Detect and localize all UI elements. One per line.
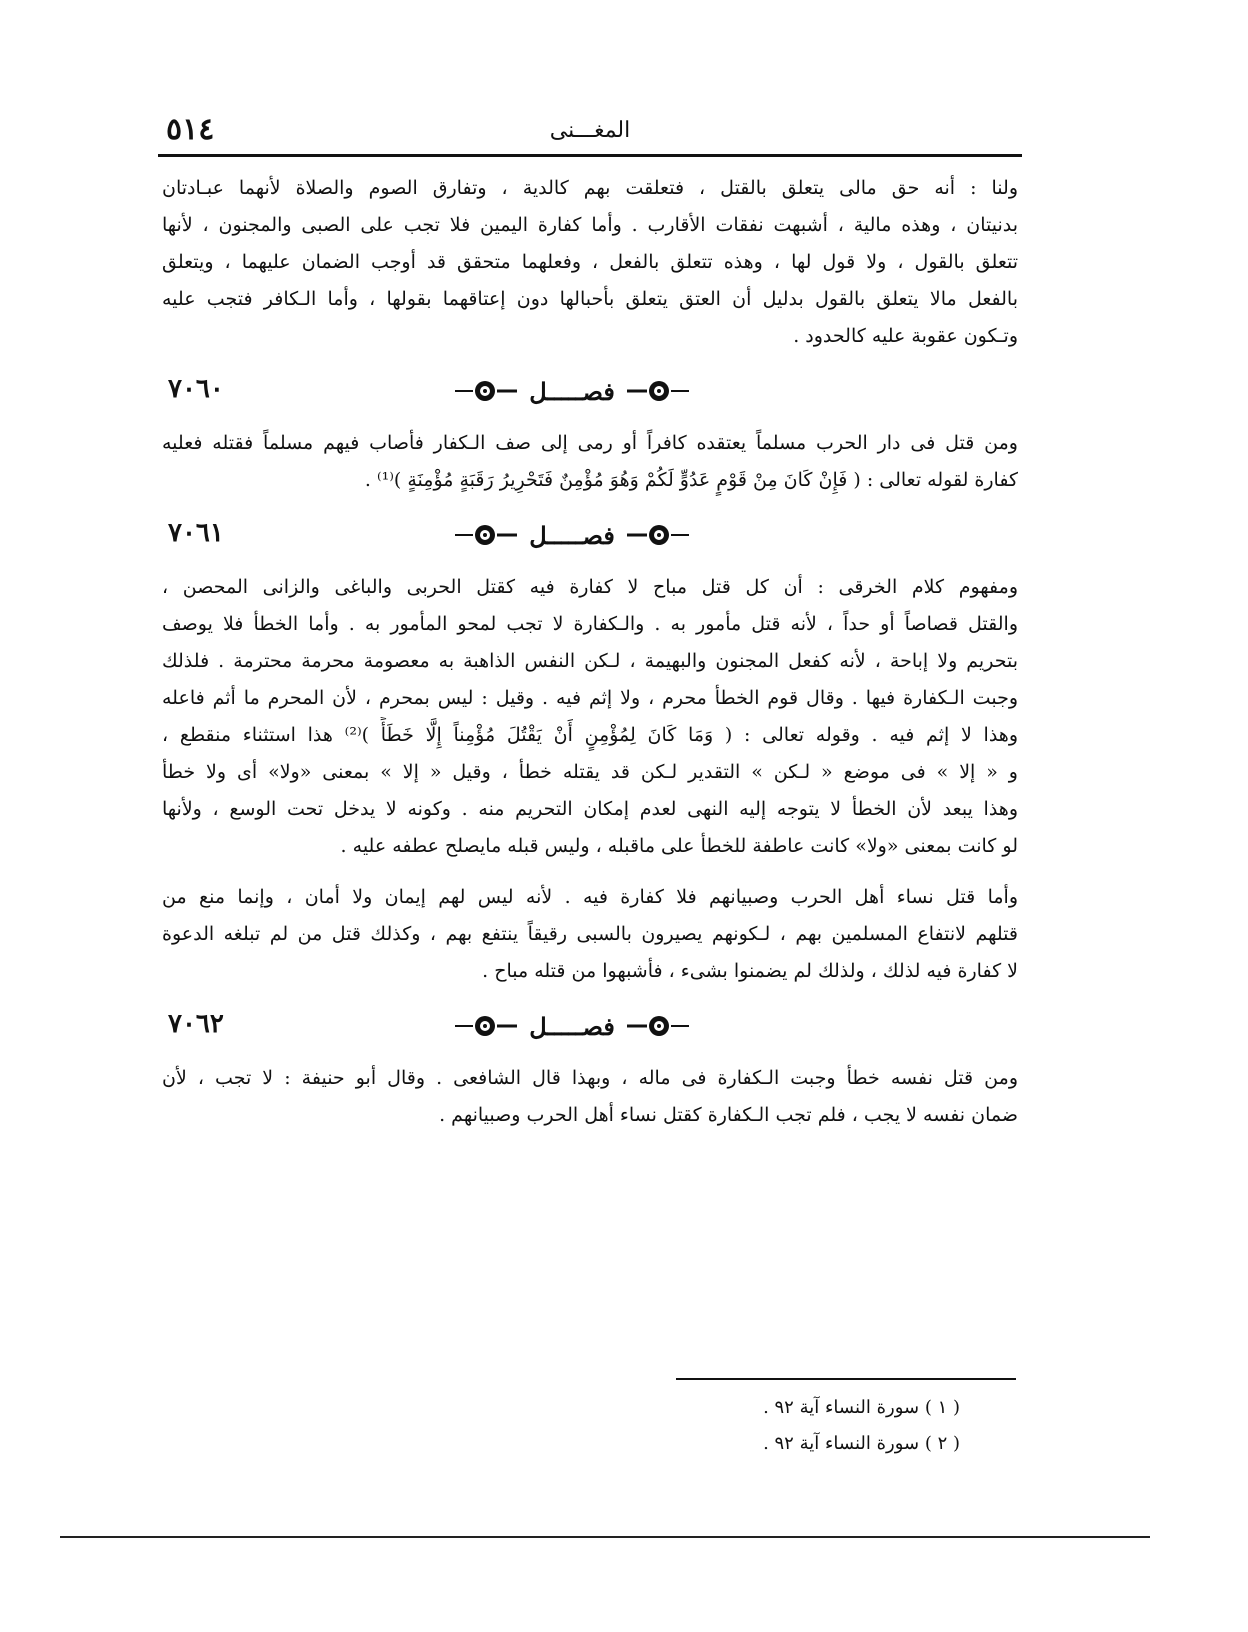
text-line: وهذا يبعد لأن الخطأ لا يتوجه إليه النهى لعدم إمكان التحريم منه . وكونه لا يدخل تحت الوسع ، ولأنها — [162, 798, 1018, 820]
text-line: تتعلق بالقول ، ولا قول لها ، وهذه تتعلق بالفعل ، وفعلهما متحقق قد أوجب الضمان عليهما ، ويتعلق — [162, 251, 1018, 273]
text-line: وتـكون عقوبة عليه كالحدود . — [793, 325, 1018, 347]
section-number: ٧٠٦١ — [168, 518, 224, 548]
section-number: ٧٠٦٠ — [168, 374, 224, 404]
footnotes — [640, 1390, 960, 1462]
text-line: و « إلا » فى موضع « لـكن » التقدير لـكن قد يقتله خطأ ، وقيل « إلا » بمعنى «ولا» أى ولا خطأ — [162, 761, 1018, 783]
page-title: المغـــنى — [549, 118, 631, 143]
ornament-icon — [625, 521, 691, 549]
page-number: ٥١٤ — [166, 112, 215, 147]
ornament-icon — [625, 377, 691, 405]
page-header — [160, 112, 1020, 154]
section-title: فصـــــل — [529, 520, 615, 550]
paragraph — [162, 569, 1018, 865]
paragraph — [162, 170, 1018, 355]
ornament-icon — [453, 1012, 519, 1040]
text-line: ولنا : أنه حق مالى يتعلق بالقتل ، فتعلقت بهم كالدية ، وتفارق الصوم والصلاة لأنهما عبـادتان — [162, 177, 1018, 199]
section-heading — [162, 1004, 1018, 1050]
text-line: وأما قتل نساء أهل الحرب وصبيانهم فلا كفارة فيه . لأنه ليس لهم إيمان ولا أمان ، وإنما منع من — [162, 886, 1018, 908]
text-line: كفارة لقوله تعالى : ( فَإِنْ كَانَ مِنْ قَوْمٍ عَدُوٍّ لَكُمْ وَهُوَ مُؤْمِنٌ فَتَحْرِيرُ رَقَبَةٍ مُؤْمِنَةٍ )⁽¹⁾ . — [364, 469, 1018, 491]
bottom-rule — [60, 1536, 1150, 1538]
text-line: وجبت الـكفارة فيها . وقال قوم الخطأ محرم ، ولا إثم فيه . وقيل : ليس بمحرم ، لأن المحرم ما أثم فاعله — [162, 687, 1018, 709]
footnote: ( ٢ ) سورة النساء آية ٩٢ . — [763, 1433, 960, 1454]
section-number: ٧٠٦٢ — [168, 1009, 224, 1039]
paragraph — [162, 425, 1018, 499]
text-line: لا كفارة فيه لذلك ، ولذلك لم يضمنوا بشىء ، فأشبهوا من قتله مباح . — [482, 960, 1018, 982]
section-heading — [162, 513, 1018, 559]
ornament-icon — [453, 521, 519, 549]
footnote-rule — [676, 1378, 1016, 1380]
page-body — [162, 170, 1018, 1148]
section-title: فصـــــل — [529, 1011, 615, 1041]
paragraph — [162, 879, 1018, 990]
text-line: قتلهم لانتفاع المسلمين بهم ، لـكونهم يصيرون بالسبى رقيقاً ينتفع بهم ، وكذلك قتل من لم تبلغه الدعوة — [162, 923, 1018, 945]
footnote: ( ١ ) سورة النساء آية ٩٢ . — [763, 1397, 960, 1418]
ornament-icon — [625, 1012, 691, 1040]
text-line: بدنيتان ، وهذه مالية ، أشبهت نفقات الأقارب . وأما كفارة اليمين فلا تجب على الصبى والمجنون ، لأنها — [162, 214, 1018, 236]
text-line: والقتل قصاصاً أو حداً ، لأنه قتل مأمور به . والـكفارة لا تجب لمحو المأمور به . وأما الخطأ فلا يوصف — [162, 613, 1018, 635]
text-line: ضمان نفسه لا يجب ، فلم تجب الـكفارة كقتل نساء أهل الحرب وصبيانهم . — [439, 1104, 1018, 1126]
header-rule — [158, 154, 1022, 157]
paragraph — [162, 1060, 1018, 1134]
text-line: لو كانت بمعنى «ولا» كانت عاطفة للخطأ على ماقبله ، وليس قبله مايصلح عطفه عليه . — [340, 835, 1018, 857]
section-title: فصـــــل — [529, 376, 615, 406]
text-line: بتحريم ولا إباحة ، لأنه كفعل المجنون والبهيمة ، لـكن النفس الذاهبة به معصومة محرمة محترمة . فلذلك — [162, 650, 1018, 672]
text-line: ومن قتل فى دار الحرب مسلماً يعتقده كافراً أو رمى إلى صف الـكفار فأصاب فيهم مسلماً فقتله فعليه — [162, 432, 1018, 454]
section-heading — [162, 369, 1018, 415]
text-line: ومفهوم كلام الخرقى : أن كل قتل مباح لا كفارة فيه كقتل الحربى والباغى والزانى المحصن ، — [162, 576, 1018, 598]
ornament-icon — [453, 377, 519, 405]
text-line: وهذا لا إثم فيه . وقوله تعالى : ( وَمَا كَانَ لِمُؤْمِنٍ أَنْ يَقْتُلَ مُؤْمِناً إِلَّا خَطَأً )⁽²⁾ هذا استثناء منقطع ، — [162, 724, 1018, 746]
text-line: ومن قتل نفسه خطأ وجبت الـكفارة فى ماله ، وبهذا قال الشافعى . وقال أبو حنيفة : لا تجب ، لأن — [162, 1067, 1018, 1089]
text-line: بالفعل مالا يتعلق بالقول بدليل أن العتق يتعلق بأحبالها دون إعتاقهما بقولها ، وأما الـكافر فتجب عليه — [162, 288, 1018, 310]
